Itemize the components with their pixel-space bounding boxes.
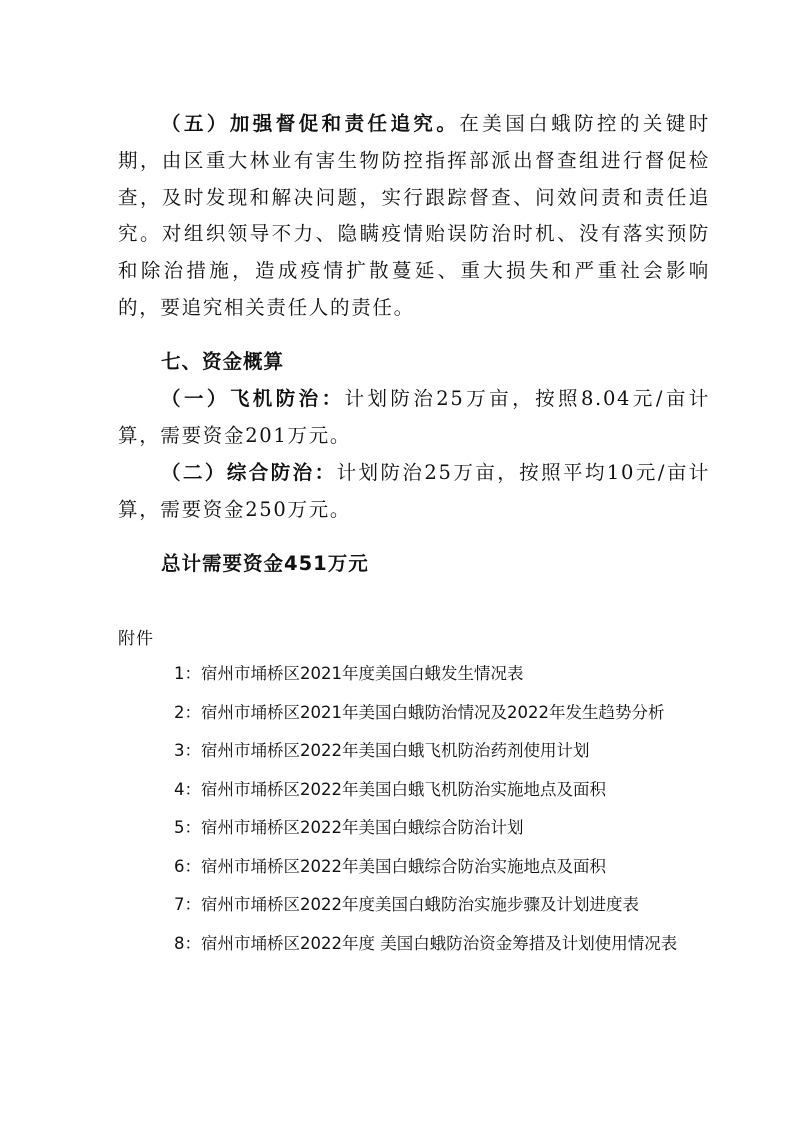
total-funding: 总计需要资金451万元	[161, 552, 369, 575]
attachment-item: 6：宿州市埇桥区2022年美国白蛾综合防治实施地点及面积	[174, 856, 606, 876]
section7-item2	[118, 455, 710, 529]
section7-item1	[118, 381, 710, 455]
attachment-item: 4：宿州市埇桥区2022年美国白蛾飞机防治实施地点及面积	[174, 779, 606, 799]
attachments-list	[174, 662, 677, 970]
item2-body: 计划防治25万亩，按照平均10元/亩计算，需要资金250万元。	[118, 461, 711, 521]
attachment-item: 7：宿州市埇桥区2022年度美国白蛾防治实施步骤及计划进度表	[174, 895, 639, 914]
item1-lead: （一）飞机防治：	[161, 387, 345, 410]
attachment-item: 5：宿州市埇桥区2022年美国白蛾综合防治计划	[174, 818, 524, 837]
item1-body: 计划防治25万亩，按照8.04元/亩计算，需要资金201万元。	[118, 387, 710, 447]
attachments-title: 附件	[118, 629, 154, 649]
attachment-item: 2：宿州市埇桥区2021年美国白蛾防治情况及2022年发生趋势分析	[174, 702, 665, 722]
section5-lead: （五）加强督促和责任追究。	[161, 112, 460, 135]
section5-paragraph	[118, 106, 710, 327]
section7-heading: 七、资金概算	[161, 350, 285, 373]
attachment-item: 3：宿州市埇桥区2022年美国白蛾飞机防治药剂使用计划	[174, 741, 590, 760]
item2-lead: （二）综合防治：	[161, 461, 337, 484]
attachment-item: 8：宿州市埇桥区2022年度 美国白蛾防治资金筹措及计划使用情况表	[174, 933, 678, 953]
section5-body: 在美国白蛾防控的关键时期，由区重大林业有害生物防控指挥部派出督查组进行督促检查，及时发现和解决问题，实行跟踪督查、问效问责和责任追究。对组织领导不力、隐瞒疫情贻误防治时机、没有落实预防和除治措施，造成疫情扩散蔓延、重大损失和严重社会影响的，要追究相关责任人的责任。	[118, 112, 711, 319]
attachment-item: 1：宿州市埇桥区2021年度美国白蛾发生情况表	[174, 664, 524, 683]
